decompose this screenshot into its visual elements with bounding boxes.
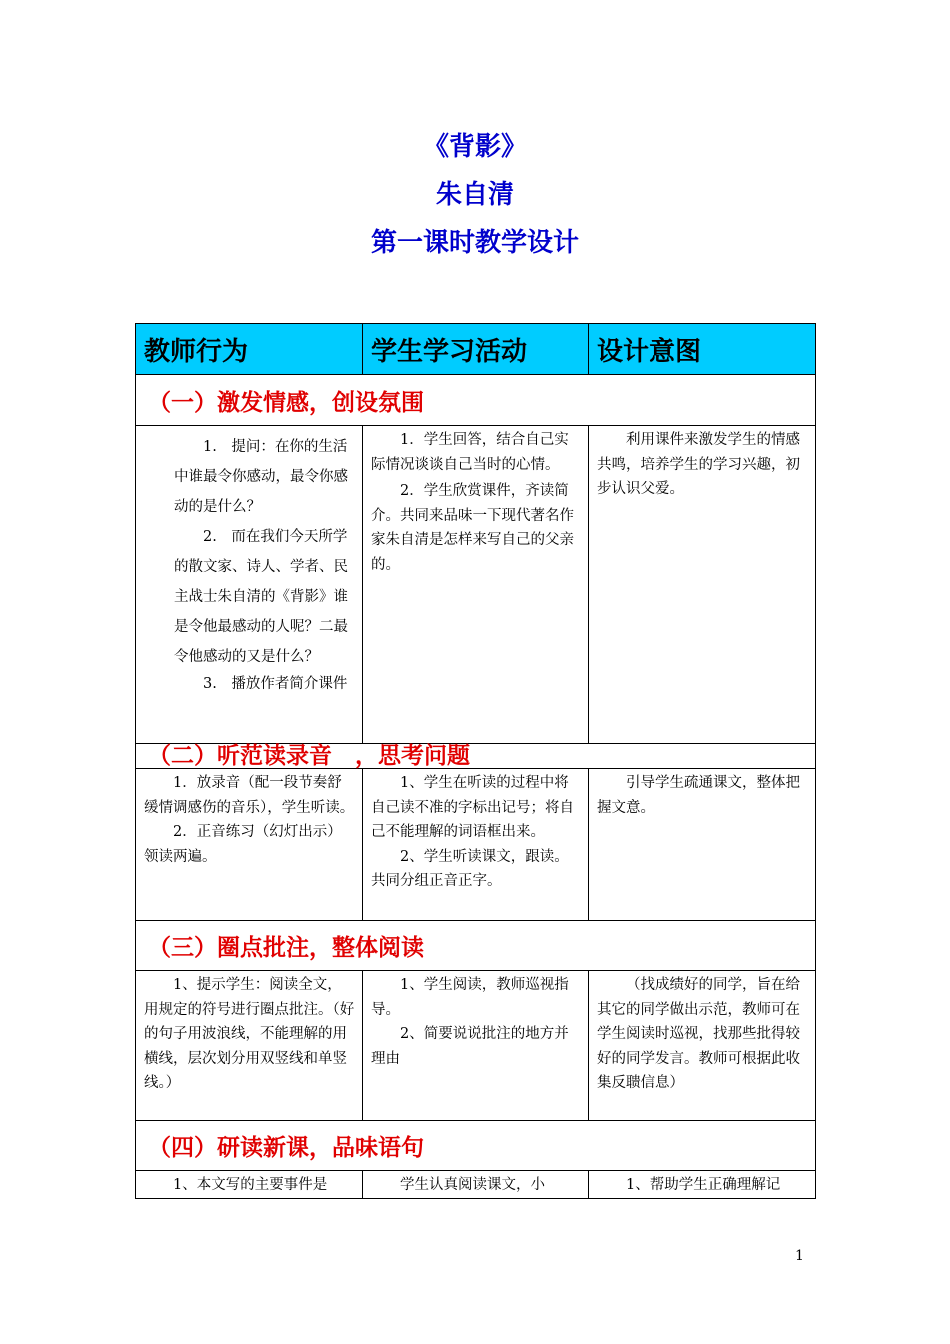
title-lesson: 第一课时教学设计 xyxy=(370,228,579,258)
page-number: 1 xyxy=(795,1248,804,1264)
section-heading: （一）激发情感，创设氛围 xyxy=(136,375,816,426)
header-student: 学生学习活动 xyxy=(363,324,589,375)
intent-cell xyxy=(589,971,816,1121)
teacher-item: 1. 提问：在你的生活中谁最令你感动，最令你感动的是什么？ xyxy=(174,439,348,515)
teacher-item: 2. 而在我们今天所学的散文家、诗人、学者、民主战士朱自清的《背影》谁是令他最感动的人呢？二最令他感动的又是什么？ xyxy=(174,529,348,665)
header-teacher: 教师行为 xyxy=(136,324,363,375)
table-header-row xyxy=(136,324,816,375)
section-heading-row xyxy=(136,921,816,971)
student-item: 1、学生阅读，教师巡视指导。 xyxy=(371,977,569,1018)
intent-item: 引导学生疏通课文，整体把握文意。 xyxy=(597,775,800,816)
teacher-cell xyxy=(136,769,363,921)
teacher-cell xyxy=(136,971,363,1121)
teacher-item: 1、本文写的主要事件是 xyxy=(173,1177,328,1193)
header-intent: 设计意图 xyxy=(589,324,816,375)
teacher-cell xyxy=(136,1171,363,1199)
section-heading: （四）研读新课，品味语句 xyxy=(136,1121,816,1171)
title-book: 《背影》 xyxy=(422,132,527,162)
student-item: 2、简要说说批注的地方并理由 xyxy=(371,1026,569,1067)
table-row xyxy=(136,1171,816,1199)
teacher-cell xyxy=(136,426,363,744)
table-row xyxy=(136,971,816,1121)
lesson-plan-table xyxy=(135,323,816,1199)
student-cell xyxy=(363,769,589,921)
section-heading: （二）听范读录音 ，思考问题 xyxy=(136,744,816,769)
title-block xyxy=(0,128,950,256)
teacher-item: 1、提示学生：阅读全文，用规定的符号进行圈点批注。（好的句子用波浪线，不能理解的用横线，层次划分用双竖线和单竖线。） xyxy=(144,977,355,1091)
student-item: 1、学生在听读的过程中将自己读不准的字标出记号；将自己不能理解的词语框出来。 xyxy=(371,775,574,840)
intent-cell xyxy=(589,1171,816,1199)
student-item: 2、学生听读课文，跟读。共同分组正音正字。 xyxy=(371,848,569,889)
section-heading: （三）圈点批注，整体阅读 xyxy=(136,921,816,971)
teacher-item: 2．正音练习（幻灯出示）领读两遍。 xyxy=(144,824,342,865)
intent-item: 1、帮助学生正确理解记 xyxy=(626,1177,781,1193)
intent-cell xyxy=(589,426,816,744)
intent-item: 利用课件来激发学生的情感共鸣，培养学生的学习兴趣，初步认识父爱。 xyxy=(597,432,800,497)
student-cell xyxy=(363,971,589,1121)
table-row xyxy=(136,426,816,744)
student-item: 1．学生回答，结合自己实际情况谈谈自己当时的心情。 xyxy=(371,432,569,473)
student-cell xyxy=(363,426,589,744)
student-item: 学生认真阅读课文，小 xyxy=(400,1177,545,1193)
student-cell xyxy=(363,1171,589,1199)
teacher-item: 1．放录音（配一段节奏舒缓情调感伤的音乐），学生听读。 xyxy=(144,775,355,816)
student-item: 2．学生欣赏课件，齐读简介。共同来品味一下现代著名作家朱自清是怎样来写自己的父亲的。 xyxy=(371,483,574,573)
section-heading-row xyxy=(136,744,816,769)
teacher-item: 3. 播放作者简介课件 xyxy=(203,676,348,692)
section-heading-row xyxy=(136,1121,816,1171)
title-author: 朱自清 xyxy=(435,180,514,210)
intent-cell xyxy=(589,769,816,921)
table-row xyxy=(136,769,816,921)
intent-item: （找成绩好的同学，旨在给其它的同学做出示范，教师可在学生阅读时巡视，找那些批得较好的同学发言。教师可根据此收集反聩信息） xyxy=(597,977,800,1091)
section-heading-row xyxy=(136,375,816,426)
